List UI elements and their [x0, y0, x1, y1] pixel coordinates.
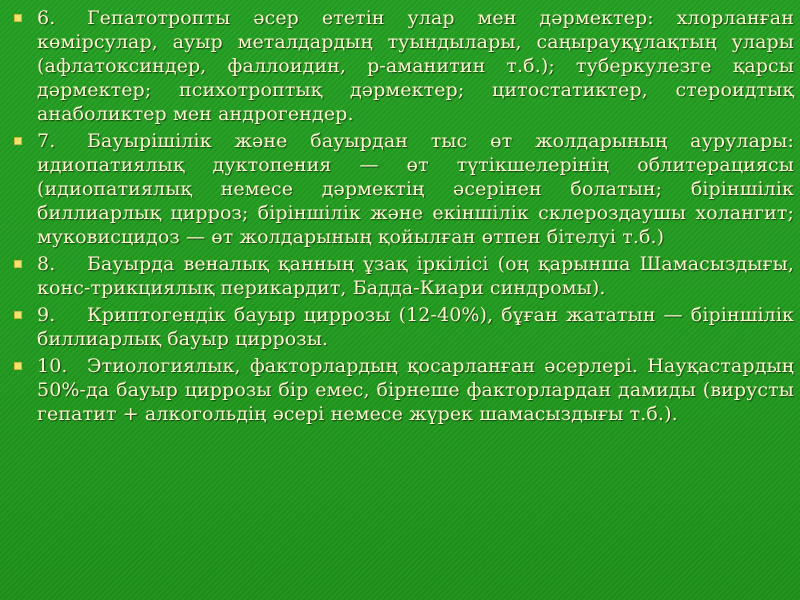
- list-item-number: 8.: [37, 253, 56, 275]
- square-bullet-icon: [14, 362, 22, 370]
- square-bullet-icon: [14, 260, 22, 268]
- list-item-number: 6.: [37, 7, 56, 29]
- list-item-text: [37, 129, 794, 249]
- square-bullet-icon: [14, 137, 22, 145]
- list-item: [14, 252, 794, 300]
- list-item-text: [37, 6, 794, 126]
- list-item-number: 9.: [37, 304, 56, 326]
- list-item-number: 7.: [37, 130, 56, 152]
- list-item-body: Криптогендік бауыр циррозы (12-40%), бұған жататын — біріншілік биллиарлық бауыр циррозы.: [37, 304, 794, 350]
- square-bullet-icon: [14, 14, 22, 22]
- list-item: [14, 303, 794, 351]
- list-item-number: 10.: [37, 355, 68, 377]
- list-item: [14, 129, 794, 249]
- list-item-text: [37, 354, 794, 426]
- slide-content: [14, 6, 794, 429]
- list-item-body: Бауырда веналық қанның ұзақ іркілісі (оң қарынша Шамасыздығы, конс-трикциялық перикардит, Бадда-Киари синдромы).: [37, 253, 794, 299]
- list-item-text: [37, 303, 794, 351]
- list-item-body: Этиологиялык, факторлардың қосарланған әсерлері. Науқастардың 50%-да бауыр циррозы бір емес, бірнеше факторлардан дамиды (вирусты гепатит + алкогольдің әсері немесе жүрек шамасыздығы т.б.).: [37, 355, 794, 425]
- list-item: [14, 354, 794, 426]
- list-item: [14, 6, 794, 126]
- list-item-body: Гепатотропты әсер ететін улар мен дәрмектер: хлорланған көмірсулар, ауыр металдардың туындылары, саңырауқұлақтың улары (афлатоксиндер, фаллоидин, р-аманитин т.б.); туберкулезге қарсы дәрмектер; психотроптық дәрмектер; цитостатиктер, стероидтық анаболиктер мен андрогендер.: [37, 7, 794, 125]
- square-bullet-icon: [14, 311, 22, 319]
- list-item-text: [37, 252, 794, 300]
- list-item-body: Бауырішілік және бауырдан тыс өт жолдарының аурулары: идиопатиялық дуктопения — өт түтікшелерінің облитерациясы (идиопатиялық немесе дәрмектің әсерінен болатын; біріншілік биллиарлық цирроз; біріншілік және екіншілік склероздаушы холангит; муковисцидоз — өт жолдарының қойылған өтпен бітелуі т.б.): [37, 130, 794, 248]
